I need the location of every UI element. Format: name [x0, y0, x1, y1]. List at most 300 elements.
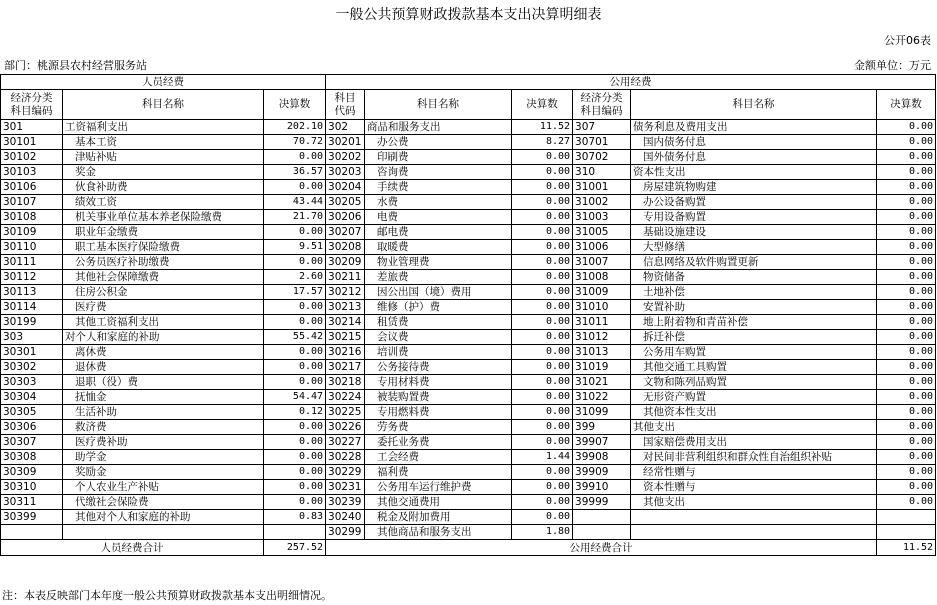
cell-amount: 0.00	[264, 420, 326, 435]
cell-name: 国家赔偿费用支出	[631, 435, 877, 450]
cell-amount	[264, 525, 326, 540]
code-column-header: 科目 代码	[326, 90, 365, 120]
cell-code: 30111	[1, 255, 63, 270]
cell-code: 30103	[1, 165, 63, 180]
cell-code	[573, 510, 631, 525]
cell-name: 委托业务费	[365, 435, 512, 450]
cell-amount: 0.00	[512, 300, 573, 315]
cell-code: 30310	[1, 480, 63, 495]
cell-code: 30239	[326, 495, 365, 510]
personnel-group-header: 人员经费	[1, 75, 326, 90]
cell-code: 30701	[573, 135, 631, 150]
cell-amount: 0.00	[512, 150, 573, 165]
cell-amount: 0.00	[512, 360, 573, 375]
cell-name: 福利费	[365, 465, 512, 480]
cell-name: 公务员医疗补助缴费	[63, 255, 264, 270]
cell-amount: 0.83	[264, 510, 326, 525]
cell-name: 基础设施建设	[631, 225, 877, 240]
cell-amount: 0.00	[512, 510, 573, 525]
cell-code: 31022	[573, 390, 631, 405]
table-row	[1, 180, 936, 195]
public-group-header: 公用经费	[326, 75, 936, 90]
cell-amount: 0.00	[877, 240, 936, 255]
cell-name	[631, 525, 877, 540]
table-row	[1, 480, 936, 495]
table-row	[1, 135, 936, 150]
expenditure-table	[0, 74, 936, 556]
cell-amount: 202.10	[264, 120, 326, 135]
cell-code: 31010	[573, 300, 631, 315]
cell-code: 30227	[326, 435, 365, 450]
cell-name: 专用材料费	[365, 375, 512, 390]
cell-name: 专用燃料费	[365, 405, 512, 420]
table-row	[1, 360, 936, 375]
cell-name: 租赁费	[365, 315, 512, 330]
cell-name: 会议费	[365, 330, 512, 345]
cell-code: 399	[573, 420, 631, 435]
cell-code: 30205	[326, 195, 365, 210]
page-title: 一般公共预算财政拨款基本支出决算明细表	[335, 7, 602, 23]
cell-code: 30207	[326, 225, 365, 240]
cell-code: 30113	[1, 285, 63, 300]
cell-amount: 0.00	[512, 210, 573, 225]
cell-code: 39907	[573, 435, 631, 450]
cell-name: 文物和陈列品购置	[631, 375, 877, 390]
department-label: 部门：桃源县农村经营服务站	[4, 59, 147, 72]
cell-code: 30224	[326, 390, 365, 405]
cell-code: 30305	[1, 405, 63, 420]
table-row	[1, 510, 936, 525]
cell-code: 39910	[573, 480, 631, 495]
table-row	[1, 525, 936, 540]
cell-amount: 0.00	[877, 450, 936, 465]
cell-amount: 2.60	[264, 270, 326, 285]
cell-code: 31011	[573, 315, 631, 330]
cell-name: 其他商品和服务支出	[365, 525, 512, 540]
cell-code: 31002	[573, 195, 631, 210]
cell-amount: 0.00	[877, 345, 936, 360]
cell-code	[1, 525, 63, 540]
table-row	[1, 300, 936, 315]
cell-amount: 43.44	[264, 195, 326, 210]
cell-code: 30208	[326, 240, 365, 255]
cell-code: 30209	[326, 255, 365, 270]
table-row	[1, 210, 936, 225]
cell-amount: 70.72	[264, 135, 326, 150]
cell-code: 31003	[573, 210, 631, 225]
cell-amount: 0.00	[877, 495, 936, 510]
cell-name: 退休费	[63, 360, 264, 375]
table-row	[1, 120, 936, 135]
cell-code: 30108	[1, 210, 63, 225]
cell-code: 30102	[1, 150, 63, 165]
table-row	[1, 195, 936, 210]
cell-code: 30302	[1, 360, 63, 375]
cell-name: 公务用车运行维护费	[365, 480, 512, 495]
form-number: 公开06表	[884, 34, 931, 47]
cell-name: 劳务费	[365, 420, 512, 435]
cell-name: 经常性赠与	[631, 465, 877, 480]
cell-name	[631, 510, 877, 525]
cell-name: 职工基本医疗保险缴费	[63, 240, 264, 255]
personnel-total-amount: 257.52	[264, 540, 326, 556]
cell-amount: 0.00	[264, 300, 326, 315]
cell-name: 资本性赠与	[631, 480, 877, 495]
public-total-label: 公用经费合计	[326, 540, 877, 556]
cell-amount: 55.42	[264, 330, 326, 345]
cell-amount: 0.00	[877, 270, 936, 285]
cell-amount: 0.00	[264, 150, 326, 165]
cell-code: 30203	[326, 165, 365, 180]
cell-code: 30231	[326, 480, 365, 495]
cell-code: 307	[573, 120, 631, 135]
cell-name: 物业管理费	[365, 255, 512, 270]
table-row	[1, 150, 936, 165]
cell-amount: 0.00	[512, 465, 573, 480]
cell-amount: 36.57	[264, 165, 326, 180]
table-row	[1, 345, 936, 360]
cell-amount: 0.00	[264, 495, 326, 510]
cell-name: 个人农业生产补贴	[63, 480, 264, 495]
cell-amount: 0.00	[877, 315, 936, 330]
cell-name: 其他支出	[631, 420, 877, 435]
cell-amount: 8.27	[512, 135, 573, 150]
cell-code: 30306	[1, 420, 63, 435]
cell-name: 印刷费	[365, 150, 512, 165]
cell-amount: 0.00	[264, 345, 326, 360]
table-row	[1, 375, 936, 390]
cell-name: 债务利息及费用支出	[631, 120, 877, 135]
cell-name: 对民间非营利组织和群众性自治组织补贴	[631, 450, 877, 465]
cell-code: 31019	[573, 360, 631, 375]
cell-name: 因公出国（境）费用	[365, 285, 512, 300]
name-column-header: 科目名称	[365, 90, 512, 120]
cell-name: 退职（役）费	[63, 375, 264, 390]
cell-amount: 0.00	[877, 195, 936, 210]
cell-amount: 54.47	[264, 390, 326, 405]
cell-code: 30107	[1, 195, 63, 210]
cell-name: 其他社会保障缴费	[63, 270, 264, 285]
cell-name: 助学金	[63, 450, 264, 465]
cell-name: 电费	[365, 210, 512, 225]
cell-name: 国外债务付息	[631, 150, 877, 165]
table-row	[1, 165, 936, 180]
cell-name: 房屋建筑物购建	[631, 180, 877, 195]
cell-amount: 0.00	[512, 435, 573, 450]
cell-code: 30229	[326, 465, 365, 480]
cell-name: 住房公积金	[63, 285, 264, 300]
cell-amount: 0.00	[877, 375, 936, 390]
cell-name: 拆迁补偿	[631, 330, 877, 345]
cell-name: 信息网络及软件购置更新	[631, 255, 877, 270]
cell-amount: 0.00	[264, 435, 326, 450]
cell-amount: 0.00	[512, 480, 573, 495]
table-row	[1, 450, 936, 465]
amount-column-header: 决算数	[512, 90, 573, 120]
code-column-header: 经济分类 科目编码	[573, 90, 631, 120]
cell-amount: 0.00	[512, 345, 573, 360]
cell-name: 津贴补贴	[63, 150, 264, 165]
cell-code	[573, 525, 631, 540]
cell-name: 办公费	[365, 135, 512, 150]
cell-amount: 0.00	[264, 255, 326, 270]
cell-name: 地上附着物和青苗补偿	[631, 315, 877, 330]
cell-name: 救济费	[63, 420, 264, 435]
cell-amount: 0.00	[877, 135, 936, 150]
cell-name: 其他工资福利支出	[63, 315, 264, 330]
cell-name: 公务接待费	[365, 360, 512, 375]
cell-amount: 0.00	[512, 375, 573, 390]
cell-name: 无形资产购置	[631, 390, 877, 405]
amount-unit-label: 金额单位：万元	[854, 59, 931, 72]
name-column-header: 科目名称	[63, 90, 264, 120]
cell-amount: 0.00	[877, 330, 936, 345]
cell-name: 其他资本性支出	[631, 405, 877, 420]
cell-name: 培训费	[365, 345, 512, 360]
cell-code: 30206	[326, 210, 365, 225]
cell-name: 其他交通费用	[365, 495, 512, 510]
cell-name: 其他支出	[631, 495, 877, 510]
cell-name: 取暖费	[365, 240, 512, 255]
totals-row	[1, 540, 936, 556]
cell-name: 被装购置费	[365, 390, 512, 405]
cell-amount: 0.00	[877, 210, 936, 225]
cell-amount: 0.00	[512, 165, 573, 180]
cell-code: 30307	[1, 435, 63, 450]
table-row	[1, 270, 936, 285]
cell-name: 医疗费补助	[63, 435, 264, 450]
footnote: 注：本表反映部门本年度一般公共预算财政拨款基本支出明细情况。	[2, 589, 332, 602]
cell-code: 30106	[1, 180, 63, 195]
cell-amount: 17.57	[264, 285, 326, 300]
cell-code: 30202	[326, 150, 365, 165]
cell-code: 30211	[326, 270, 365, 285]
cell-amount: 0.00	[877, 150, 936, 165]
cell-amount: 9.51	[264, 240, 326, 255]
cell-amount: 0.00	[512, 240, 573, 255]
cell-name: 工会经费	[365, 450, 512, 465]
cell-amount: 0.00	[512, 330, 573, 345]
cell-amount: 11.52	[512, 120, 573, 135]
cell-code: 30201	[326, 135, 365, 150]
cell-name: 维修（护）费	[365, 300, 512, 315]
cell-code: 31099	[573, 405, 631, 420]
cell-amount: 0.00	[512, 180, 573, 195]
cell-code: 30204	[326, 180, 365, 195]
cell-code: 31012	[573, 330, 631, 345]
table-row	[1, 420, 936, 435]
public-total-amount: 11.52	[877, 540, 936, 556]
cell-code: 30226	[326, 420, 365, 435]
cell-amount: 0.00	[877, 465, 936, 480]
cell-amount: 0.00	[512, 420, 573, 435]
cell-code: 31013	[573, 345, 631, 360]
cell-code: 30215	[326, 330, 365, 345]
cell-code: 30309	[1, 465, 63, 480]
cell-name: 职业年金缴费	[63, 225, 264, 240]
cell-code: 30299	[326, 525, 365, 540]
cell-amount: 0.00	[512, 390, 573, 405]
cell-name: 奖励金	[63, 465, 264, 480]
cell-amount	[877, 510, 936, 525]
cell-amount: 0.00	[264, 180, 326, 195]
table-row	[1, 240, 936, 255]
cell-name: 办公设备购置	[631, 195, 877, 210]
cell-amount: 0.00	[877, 480, 936, 495]
cell-code: 30214	[326, 315, 365, 330]
cell-code: 30301	[1, 345, 63, 360]
cell-name: 商品和服务支出	[365, 120, 512, 135]
table-row	[1, 435, 936, 450]
cell-amount: 0.00	[512, 225, 573, 240]
cell-name: 机关事业单位基本养老保险缴费	[63, 210, 264, 225]
cell-code: 31021	[573, 375, 631, 390]
cell-name	[63, 525, 264, 540]
cell-code: 302	[326, 120, 365, 135]
cell-name: 基本工资	[63, 135, 264, 150]
cell-name: 工资福利支出	[63, 120, 264, 135]
table-row	[1, 225, 936, 240]
cell-code: 30218	[326, 375, 365, 390]
table-row	[1, 465, 936, 480]
cell-name: 伙食补助费	[63, 180, 264, 195]
cell-name: 生活补助	[63, 405, 264, 420]
cell-name: 水费	[365, 195, 512, 210]
cell-code: 39909	[573, 465, 631, 480]
cell-amount: 0.00	[264, 360, 326, 375]
cell-code: 30399	[1, 510, 63, 525]
cell-amount: 0.00	[264, 315, 326, 330]
cell-name: 手续费	[365, 180, 512, 195]
table-row	[1, 255, 936, 270]
cell-amount: 0.00	[264, 450, 326, 465]
cell-amount: 0.00	[512, 255, 573, 270]
cell-name: 离休费	[63, 345, 264, 360]
cell-name: 绩效工资	[63, 195, 264, 210]
table-row	[1, 405, 936, 420]
cell-amount: 0.00	[877, 120, 936, 135]
cell-code: 30213	[326, 300, 365, 315]
cell-amount: 0.00	[877, 285, 936, 300]
cell-name: 奖金	[63, 165, 264, 180]
amount-column-header: 决算数	[877, 90, 936, 120]
cell-code: 31007	[573, 255, 631, 270]
cell-amount: 0.00	[877, 405, 936, 420]
cell-amount: 0.00	[512, 405, 573, 420]
cell-code: 39999	[573, 495, 631, 510]
cell-name: 其他交通工具购置	[631, 360, 877, 375]
cell-amount: 0.00	[877, 255, 936, 270]
cell-code: 30702	[573, 150, 631, 165]
personnel-total-label: 人员经费合计	[1, 540, 264, 556]
cell-code: 31009	[573, 285, 631, 300]
group-header-row	[1, 75, 936, 90]
cell-amount: 0.00	[512, 315, 573, 330]
cell-amount: 0.00	[877, 300, 936, 315]
cell-amount: 0.00	[877, 435, 936, 450]
cell-name: 医疗费	[63, 300, 264, 315]
cell-amount	[877, 525, 936, 540]
cell-code: 30240	[326, 510, 365, 525]
cell-code: 303	[1, 330, 63, 345]
cell-amount: 0.12	[264, 405, 326, 420]
cell-name: 差旅费	[365, 270, 512, 285]
cell-code: 30308	[1, 450, 63, 465]
cell-amount: 0.00	[512, 285, 573, 300]
cell-name: 其他对个人和家庭的补助	[63, 510, 264, 525]
cell-code: 30217	[326, 360, 365, 375]
name-column-header: 科目名称	[631, 90, 877, 120]
cell-code: 30114	[1, 300, 63, 315]
cell-code: 30199	[1, 315, 63, 330]
cell-name: 咨询费	[365, 165, 512, 180]
cell-name: 资本性支出	[631, 165, 877, 180]
table-row	[1, 495, 936, 510]
cell-name: 专用设备购置	[631, 210, 877, 225]
cell-code: 30225	[326, 405, 365, 420]
cell-name: 对个人和家庭的补助	[63, 330, 264, 345]
cell-amount: 0.00	[264, 465, 326, 480]
cell-name: 邮电费	[365, 225, 512, 240]
cell-name: 税金及附加费用	[365, 510, 512, 525]
cell-name: 代缴社会保险费	[63, 495, 264, 510]
cell-amount: 0.00	[877, 180, 936, 195]
cell-name: 物资储备	[631, 270, 877, 285]
code-column-header: 经济分类 科目编码	[1, 90, 63, 120]
cell-code: 30212	[326, 285, 365, 300]
cell-amount: 0.00	[264, 225, 326, 240]
table-row	[1, 330, 936, 345]
table-row	[1, 285, 936, 300]
cell-code: 310	[573, 165, 631, 180]
cell-code: 30303	[1, 375, 63, 390]
column-header-row	[1, 90, 936, 120]
cell-code: 31005	[573, 225, 631, 240]
cell-amount: 0.00	[264, 375, 326, 390]
cell-code: 30304	[1, 390, 63, 405]
amount-column-header: 决算数	[264, 90, 326, 120]
cell-code: 30110	[1, 240, 63, 255]
cell-code: 301	[1, 120, 63, 135]
cell-amount: 1.80	[512, 525, 573, 540]
cell-amount: 0.00	[877, 225, 936, 240]
cell-name: 公务用车购置	[631, 345, 877, 360]
cell-name: 大型修缮	[631, 240, 877, 255]
cell-name: 国内债务付息	[631, 135, 877, 150]
cell-code: 39908	[573, 450, 631, 465]
cell-code: 30216	[326, 345, 365, 360]
cell-code: 31001	[573, 180, 631, 195]
cell-amount: 0.00	[877, 165, 936, 180]
cell-amount: 1.44	[512, 450, 573, 465]
cell-code: 31006	[573, 240, 631, 255]
cell-amount: 0.00	[877, 390, 936, 405]
cell-amount: 0.00	[877, 360, 936, 375]
cell-code: 30109	[1, 225, 63, 240]
cell-code: 30311	[1, 495, 63, 510]
cell-amount: 0.00	[877, 420, 936, 435]
cell-amount: 0.00	[512, 195, 573, 210]
cell-code: 30101	[1, 135, 63, 150]
cell-code: 31008	[573, 270, 631, 285]
cell-name: 抚恤金	[63, 390, 264, 405]
cell-code: 30228	[326, 450, 365, 465]
cell-amount: 0.00	[264, 480, 326, 495]
cell-name: 土地补偿	[631, 285, 877, 300]
cell-code: 30112	[1, 270, 63, 285]
table-row	[1, 315, 936, 330]
cell-amount: 0.00	[512, 495, 573, 510]
